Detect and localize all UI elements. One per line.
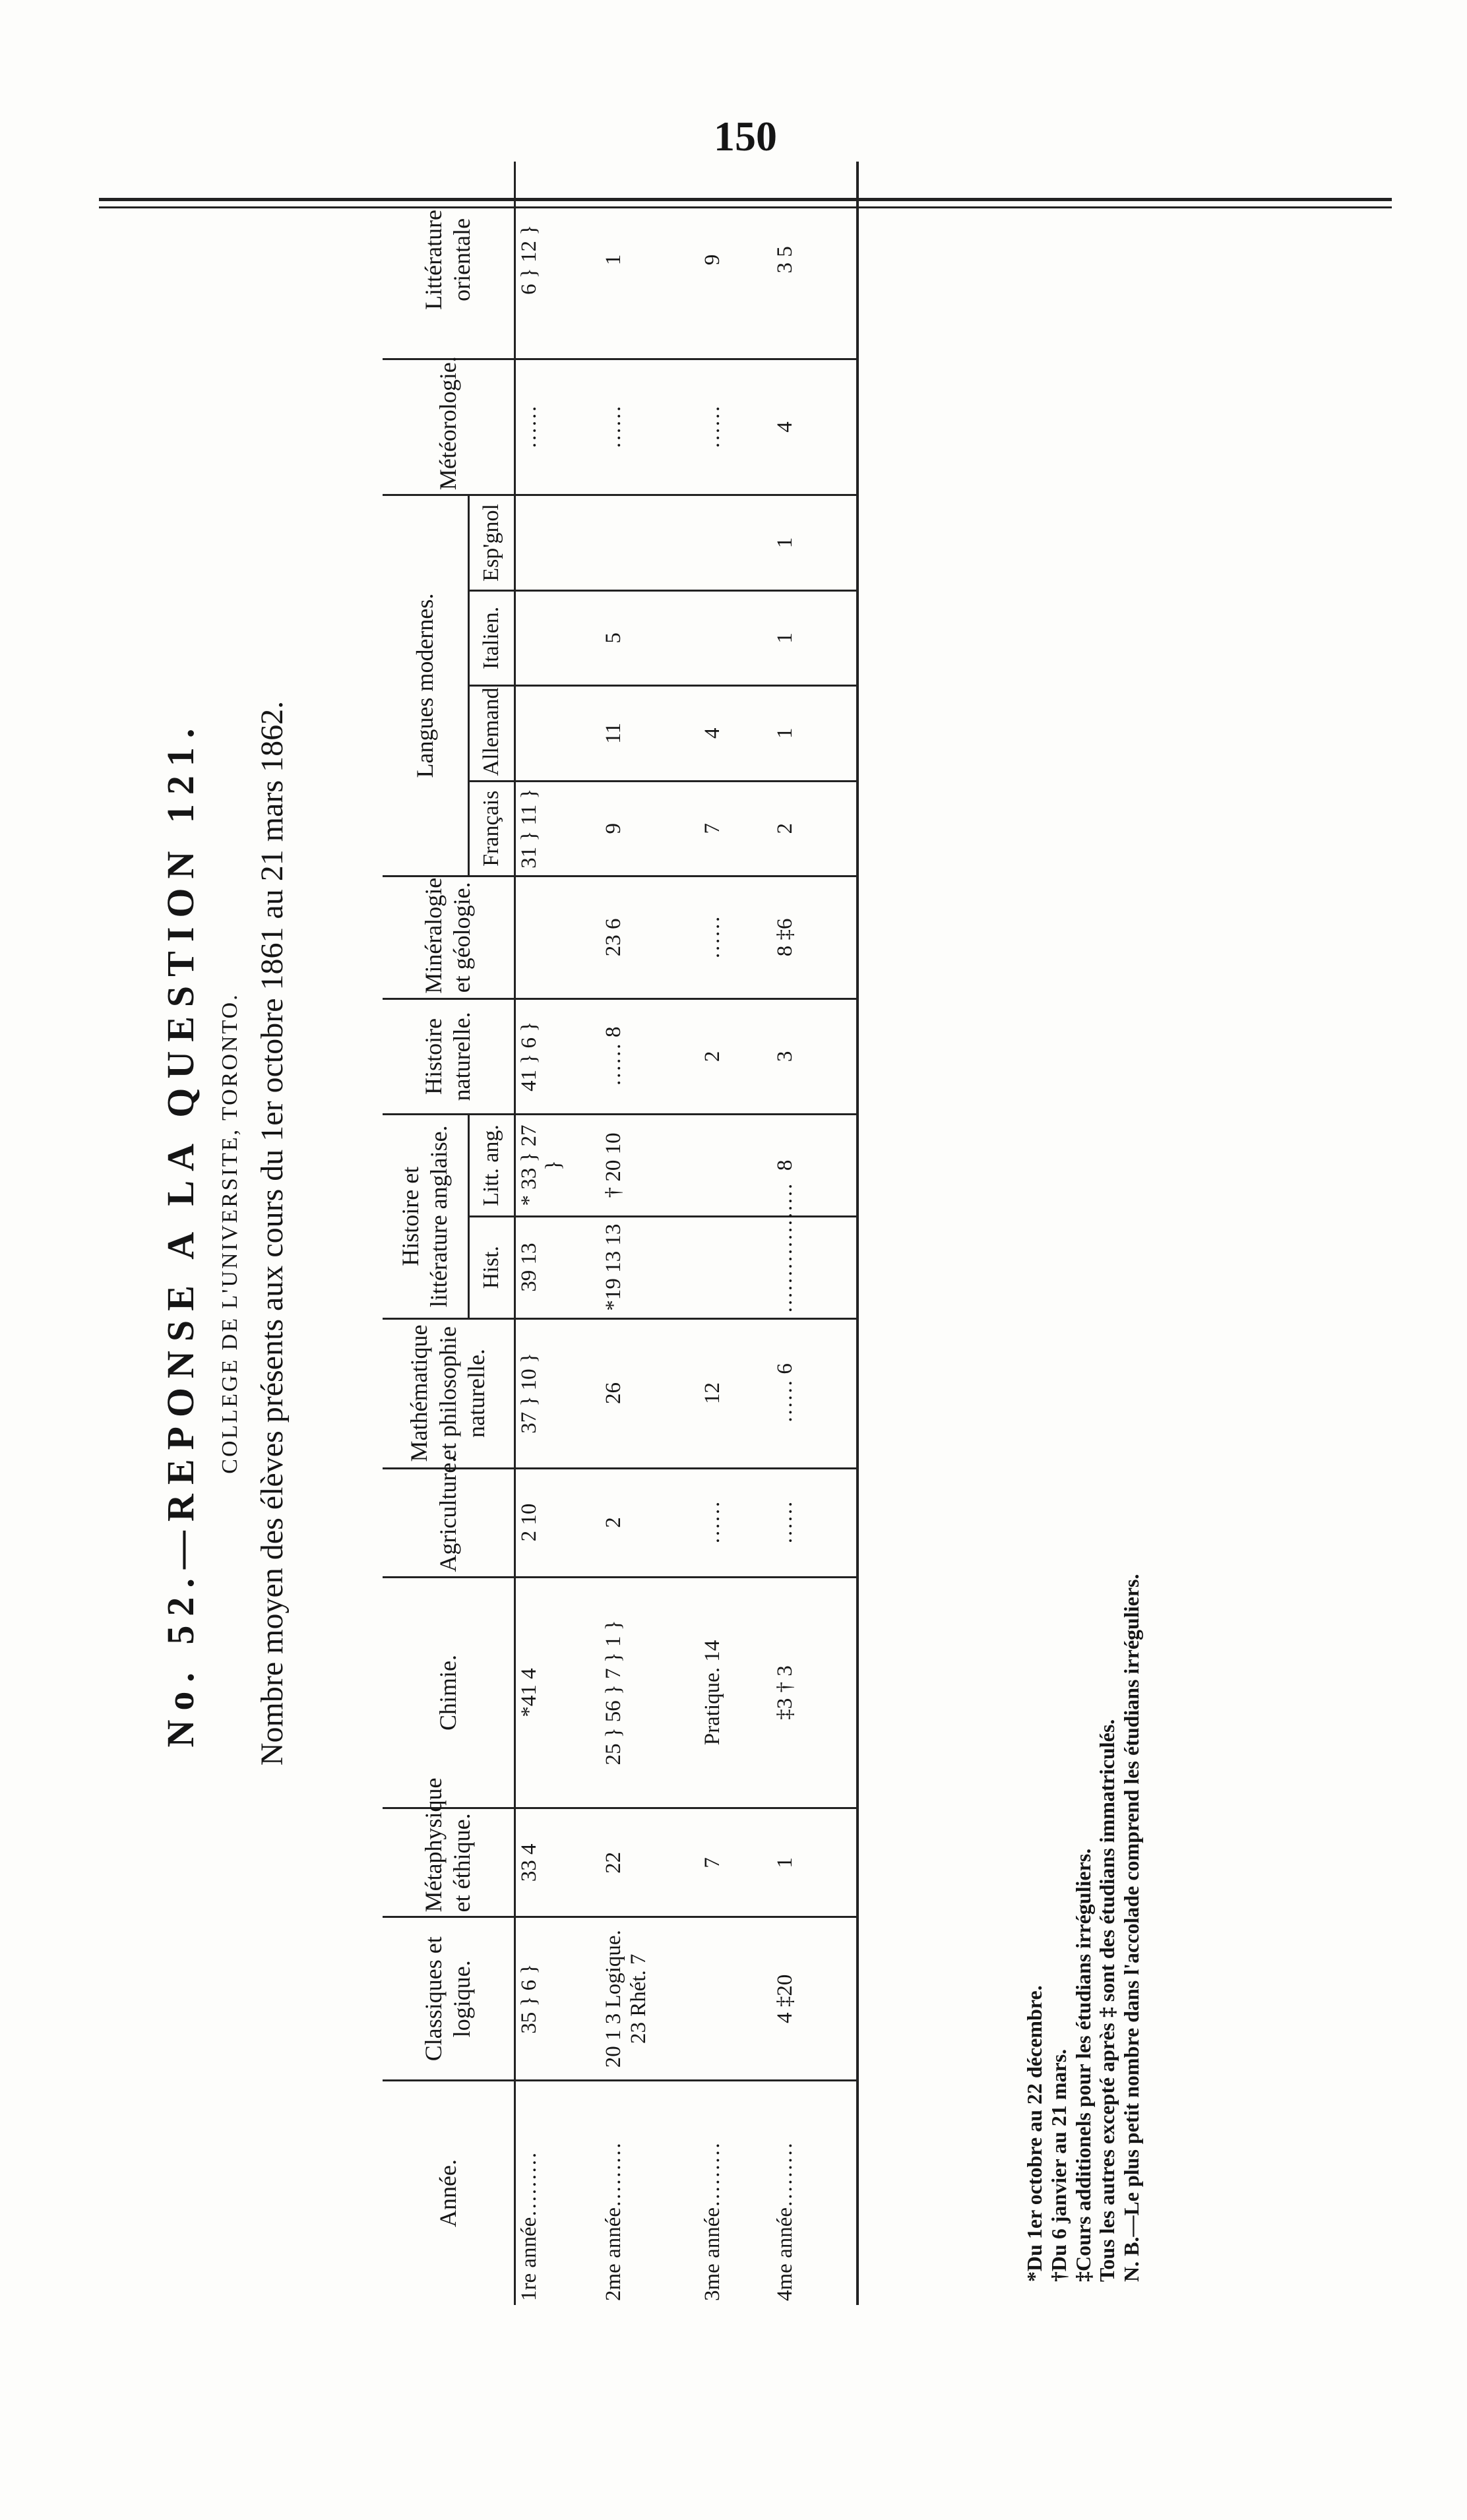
table-cell xyxy=(515,590,600,685)
footnote: ‡Cours additionels pour les étudians irréguliers. xyxy=(1071,1848,1095,2282)
col-header-langues: Langues modernes. xyxy=(383,495,468,876)
table-cell: 25 } 56 } 7 } 1 } xyxy=(600,1577,699,1808)
table-cell xyxy=(600,495,699,590)
col-header-histoire-naturelle: Histoire naturelle. xyxy=(383,999,515,1114)
col-header-mathematique: Mathématique et philosophie naturelle. xyxy=(383,1318,515,1468)
table-cell: 33 4 xyxy=(515,1808,600,1917)
table-subtitle: COLLEGE DE L'UNIVERSITE, TORONTO. xyxy=(218,993,242,1474)
attendance-table xyxy=(383,162,859,2305)
table-cell: 2 10 xyxy=(515,1468,600,1577)
table-cell: 4 ‡20 xyxy=(772,1917,858,2081)
table-cell: Pratique. 14 xyxy=(699,1577,772,1808)
table-cell: * 33 } 27 } xyxy=(515,1115,600,1217)
table-cell: *41 4 xyxy=(515,1577,600,1808)
table-cell: 9 xyxy=(600,781,699,876)
table-cell: 7 xyxy=(699,1808,772,1917)
table-cell xyxy=(515,876,600,999)
table-cell: …… 6 xyxy=(772,1318,858,1468)
table-cell: 1 xyxy=(772,495,858,590)
table-cell: 5 xyxy=(600,590,699,685)
table-cell: 9 xyxy=(699,162,772,359)
table-cell: 1 xyxy=(772,1808,858,1917)
table-row xyxy=(515,162,600,2305)
col-header-chimie: Chimie. xyxy=(383,1577,515,1808)
col-header-mineralogie: Minéralogie et géologie. xyxy=(383,876,515,999)
table-cell: …… xyxy=(699,359,772,495)
footnote: *Du 1er octobre au 22 décembre. xyxy=(1022,1985,1046,2282)
table-cell xyxy=(515,495,600,590)
table-cell: 2 xyxy=(699,999,772,1114)
table-cell: …… xyxy=(699,1468,772,1577)
col-header-litterature-orientale: Littérature orientale xyxy=(383,162,515,359)
table-cell: …… xyxy=(772,1468,858,1577)
col-header-histoire-litt: Histoire et littérature anglaise. xyxy=(383,1115,468,1319)
footnote: Tous les autres excepté après ‡ sont des étudians immatriculés. xyxy=(1095,1719,1119,2282)
col-header-classiques: Classiques et logique. xyxy=(383,1917,515,2081)
table-cell: …… xyxy=(515,359,600,495)
table-row xyxy=(600,162,699,2305)
table-cell: 41 } 6 } xyxy=(515,999,600,1114)
table-cell xyxy=(699,590,772,685)
table-cell: 26 xyxy=(600,1318,699,1468)
page-number: 150 xyxy=(714,113,777,160)
table-cell: 20 1 3 Logique. 23 Rhét. 7 xyxy=(600,1917,699,2081)
table-cell: 22 xyxy=(600,1808,699,1917)
table-cell: *19 13 13 xyxy=(600,1216,699,1318)
table-cell: ‡3 † 3 xyxy=(772,1577,858,1808)
table-cell: …… 8 xyxy=(600,999,699,1114)
table-cell: …… xyxy=(600,359,699,495)
table-cell: 1 xyxy=(772,686,858,781)
table-cell: 7 xyxy=(699,781,772,876)
table-cell: 1 xyxy=(600,162,699,359)
table-caption: Nombre moyen des élèves présents aux cours du 1er octobre 1861 au 21 mars 1862. xyxy=(255,700,290,1766)
table-cell: 3 5 xyxy=(772,162,858,359)
table-cell: 12 xyxy=(699,1318,772,1468)
row-label: 2me année……… xyxy=(602,2141,625,2301)
col-header-espagnol: Esp'gnol xyxy=(468,495,515,590)
col-header-annee: Année. xyxy=(383,2081,515,2305)
col-header-agriculture: Agriculture. xyxy=(383,1468,515,1577)
row-label: 1re année……… xyxy=(516,2151,541,2301)
table-row xyxy=(772,162,858,2305)
col-header-francais: Français xyxy=(468,781,515,876)
table-cell: 4 xyxy=(699,686,772,781)
rotated-table-sheet xyxy=(119,158,1372,2308)
table-cell xyxy=(515,686,600,781)
table-cell: 8 xyxy=(772,1115,858,1217)
table-cell: ……………… xyxy=(772,1216,858,1318)
table-cell: 4 xyxy=(772,359,858,495)
table-cell: 35 } 6 } xyxy=(515,1917,600,2081)
table-cell: 6 } 12 } xyxy=(515,162,600,359)
table-cell: 31 } 11 } xyxy=(515,781,600,876)
table-cell: 11 xyxy=(600,686,699,781)
table-cell: …… xyxy=(699,876,772,999)
table-cell: 2 xyxy=(772,781,858,876)
footnote: †Du 6 janvier au 21 mars. xyxy=(1046,2048,1071,2282)
footnotes xyxy=(1022,1574,1144,2283)
table-row xyxy=(699,162,772,2305)
col-header-litt: Litt. ang. xyxy=(468,1115,515,1217)
row-label: 3me année……… xyxy=(701,2141,724,2301)
table-cell: 3 xyxy=(772,999,858,1114)
col-header-italien: Italien. xyxy=(468,590,515,685)
col-header-meteorologie: Météorologie. xyxy=(383,359,515,495)
table-cell: † 20 10 xyxy=(600,1115,699,1217)
table-cell: 39 13 xyxy=(515,1216,600,1318)
col-header-hist: Hist. xyxy=(468,1216,515,1318)
col-header-metaphysique: Métaphysique et éthique. xyxy=(383,1808,515,1917)
table-cell: 37 } 10 } xyxy=(515,1318,600,1468)
table-cell: 1 xyxy=(772,590,858,685)
table-cell: 8 ‡6 xyxy=(772,876,858,999)
table-cell xyxy=(699,1917,772,2081)
table-cell xyxy=(699,1216,772,1318)
table-cell xyxy=(699,495,772,590)
footnote: N. B.—Le plus petit nombre dans l'accolade comprend les étudians irréguliers. xyxy=(1119,1574,1144,2282)
row-label: 4me année……… xyxy=(772,2081,858,2305)
table-title: No. 52.—REPONSE A LA QUESTION 121. xyxy=(159,719,202,1748)
table-cell: 23 6 xyxy=(600,876,699,999)
table-cell xyxy=(699,1115,772,1217)
col-header-allemand: Allemand xyxy=(468,686,515,781)
table-cell: 2 xyxy=(600,1468,699,1577)
